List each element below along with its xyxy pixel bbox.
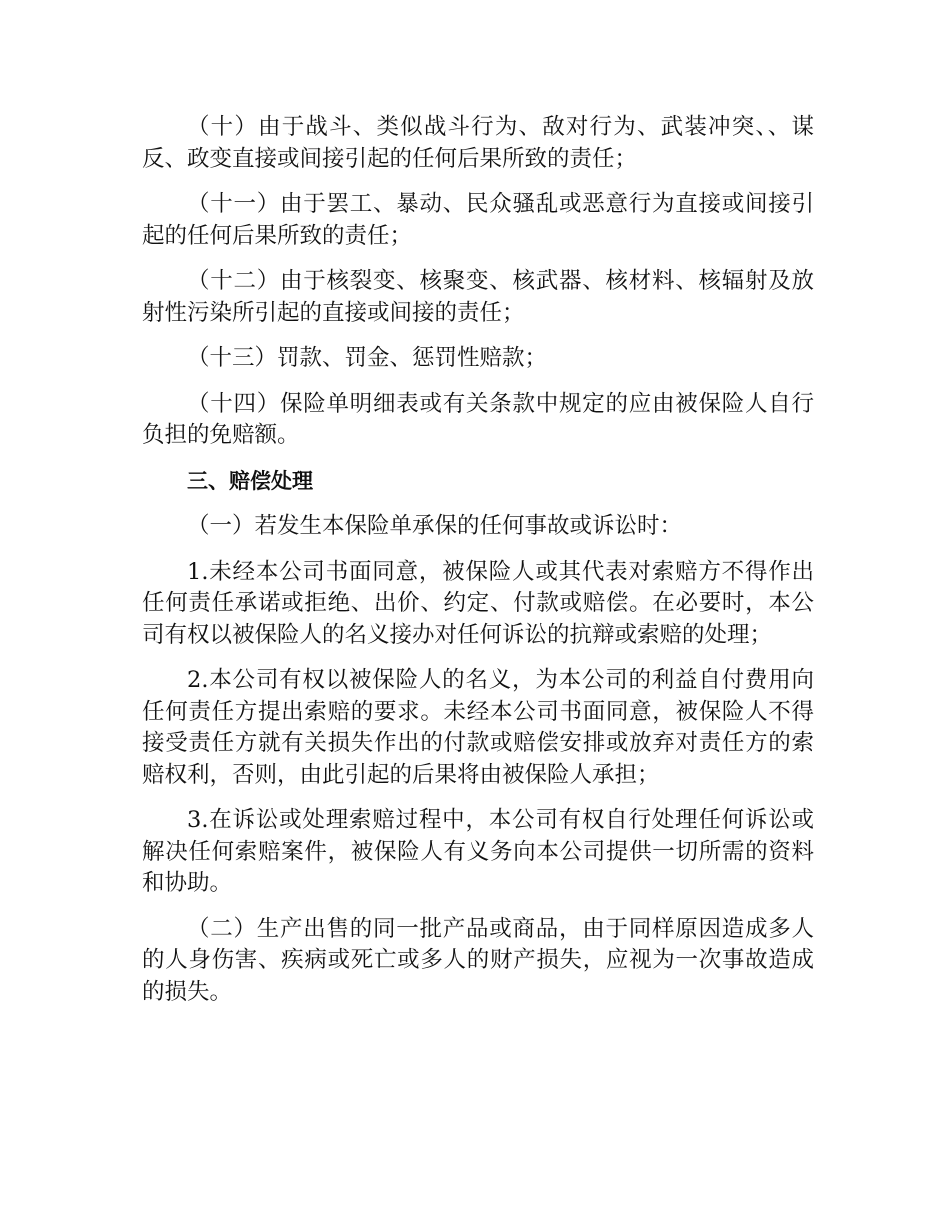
claims-clause-2: （二）生产出售的同一批产品或商品，由于同样原因造成多人的人身伤害、疾病或死亡或多人的财产损失，应视为一次事故造成的损失。 [142, 915, 814, 1005]
exclusion-clause-10: （十）由于战斗、类似战斗行为、敌对行为、武装冲突、、谋反、政变直接或间接引起的任何后果所致的责任； [142, 114, 814, 172]
claims-clause-1: （一）若发生本保险单承保的任何事故或诉讼时： [187, 513, 683, 539]
exclusion-clause-13: （十三）罚款、罚金、惩罚性赔款； [187, 345, 548, 371]
claims-clause-1-item-1: 1.未经本公司书面同意，被保险人或其代表对索赔方不得作出任何责任承诺或拒绝、出价、约定、付款或赔偿。在必要时，本公司有权以被保险人的名义接办对任何诉讼的抗辩或索赔的处理； [142, 558, 814, 648]
exclusion-clause-12: （十二）由于核裂变、核聚变、核武器、核材料、核辐射及放射性污染所引起的直接或间接的责任； [142, 268, 814, 326]
exclusion-clause-14: （十四）保险单明细表或有关条款中规定的应由被保险人自行负担的免赔额。 [142, 390, 814, 448]
claims-clause-1-item-3: 3.在诉讼或处理索赔过程中，本公司有权自行处理任何诉讼或解决任何索赔案件，被保险人有义务向本公司提供一切所需的资料和协助。 [142, 807, 814, 896]
exclusion-clause-11: （十一）由于罢工、暴动、民众骚乱或恶意行为直接或间接引起的任何后果所致的责任； [142, 191, 814, 249]
section-heading: 三、赔偿处理 [187, 468, 313, 493]
document-body [142, 112, 814, 1022]
claims-clause-1-item-2: 2.本公司有权以被保险人的名义，为本公司的利益自付费用向任何责任方提出索赔的要求。未经本公司书面同意，被保险人不得接受责任方就有关损失作出的付款或赔偿安排或放弃对责任方的索赔权利，否则，由此引起的后果将由被保险人承担； [142, 667, 814, 788]
